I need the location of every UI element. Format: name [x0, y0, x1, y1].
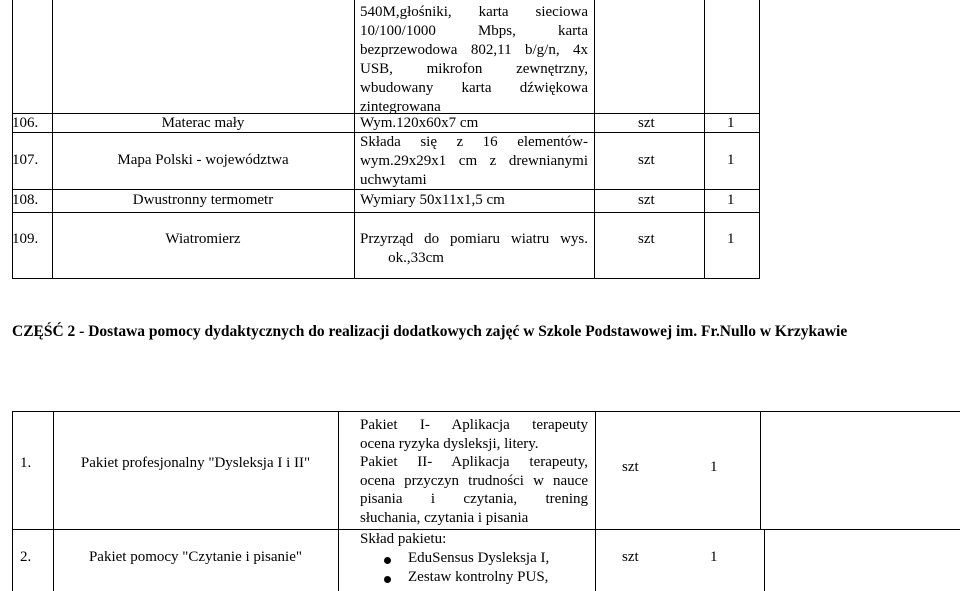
- desc-line: zintegrowana: [360, 99, 441, 115]
- desc-line: Pakiet I- Aplikacja terapeuty: [360, 417, 588, 433]
- desc-line: 540M,głośniki, karta sieciowa: [360, 4, 588, 20]
- desc-line: USB, mikrofon zewnętrzny,: [360, 61, 588, 77]
- item-description: [360, 230, 588, 268]
- grid-line: [764, 529, 765, 591]
- unit: szt: [622, 549, 639, 565]
- row-number: 1.: [20, 455, 32, 471]
- unit: szt: [638, 231, 655, 247]
- list-item: Zestaw kontrolny PUS,: [408, 569, 549, 585]
- row-105-description: [360, 3, 588, 117]
- row-number: 2.: [20, 549, 32, 565]
- desc-line: pisania i czytania, trening: [360, 491, 588, 508]
- grid-line: [594, 0, 595, 279]
- package-contents-label: Skład pakietu:: [360, 531, 447, 547]
- grid-line: [354, 0, 355, 279]
- grid-line: [12, 411, 960, 412]
- desc-line: wym.29x29x1 cm z drewnianymi: [360, 153, 588, 169]
- grid-line: [12, 212, 760, 213]
- quantity: 1: [710, 459, 718, 475]
- grid-line: [760, 411, 761, 529]
- unit: szt: [638, 192, 655, 208]
- grid-line: [595, 411, 596, 591]
- item-description: [360, 416, 588, 528]
- item-name: Mapa Polski - województwa: [117, 152, 289, 168]
- unit: szt: [638, 152, 655, 168]
- row-number: 106.: [12, 115, 39, 131]
- item-description: Wym.120x60x7 cm: [360, 115, 479, 131]
- item-name: Materac mały: [161, 115, 245, 131]
- desc-line: ocena przyczyn trudności w nauce: [360, 472, 588, 489]
- section-heading: CZĘŚĆ 2 - Dostawa pomocy dydaktycznych do realizacji dodatkowych zajęć w Szkole Podstawowej im. Fr.Nullo w Krzykawie: [12, 323, 848, 340]
- quantity: 1: [727, 115, 735, 131]
- bullet-icon: [384, 576, 391, 583]
- desc-line: bezprzewodowa 802,11 b/g/n, 4x: [360, 42, 588, 58]
- desc-line: słuchania, czytania i pisania: [360, 509, 529, 526]
- item-description: [360, 133, 588, 190]
- desc-line: Przyrząd do pomiaru wiatru wys.: [360, 231, 588, 247]
- desc-line: wbudowany karta dźwiękowa: [360, 80, 588, 96]
- desc-line: ocena ryzyka dysleksji, litery.: [360, 435, 539, 452]
- grid-line: [338, 411, 339, 591]
- quantity: 1: [727, 192, 735, 208]
- item-name: Dwustronny termometr: [132, 192, 274, 208]
- unit: szt: [638, 115, 655, 131]
- grid-line: [759, 0, 760, 279]
- list-item: EduSensus Dysleksja I,: [408, 550, 550, 566]
- grid-line: [12, 411, 13, 591]
- quantity: 1: [727, 231, 735, 247]
- grid-line: [12, 278, 760, 279]
- desc-line: Pakiet II- Aplikacja terapeuty,: [360, 454, 588, 471]
- row-number: 108.: [12, 192, 39, 208]
- row-number: 109.: [12, 231, 39, 247]
- item-name: Wiatromierz: [165, 231, 241, 247]
- grid-line: [704, 0, 705, 279]
- quantity: 1: [710, 549, 718, 565]
- item-name: Pakiet profesjonalny "Dysleksja I i II": [80, 455, 311, 471]
- row-number: 107.: [12, 152, 39, 168]
- unit: szt: [622, 459, 639, 475]
- desc-line: uchwytami: [360, 172, 427, 188]
- item-description: Wymiary 50x11x1,5 cm: [360, 192, 505, 208]
- grid-line: [12, 529, 960, 530]
- quantity: 1: [727, 152, 735, 168]
- item-name: Pakiet pomocy "Czytanie i pisanie": [88, 549, 303, 565]
- bullet-icon: [384, 557, 391, 564]
- desc-line: ok.,33cm: [388, 250, 444, 266]
- desc-line: 10/100/1000 Mbps, karta: [360, 23, 588, 39]
- desc-line: Składa się z 16 elementów-: [360, 134, 588, 150]
